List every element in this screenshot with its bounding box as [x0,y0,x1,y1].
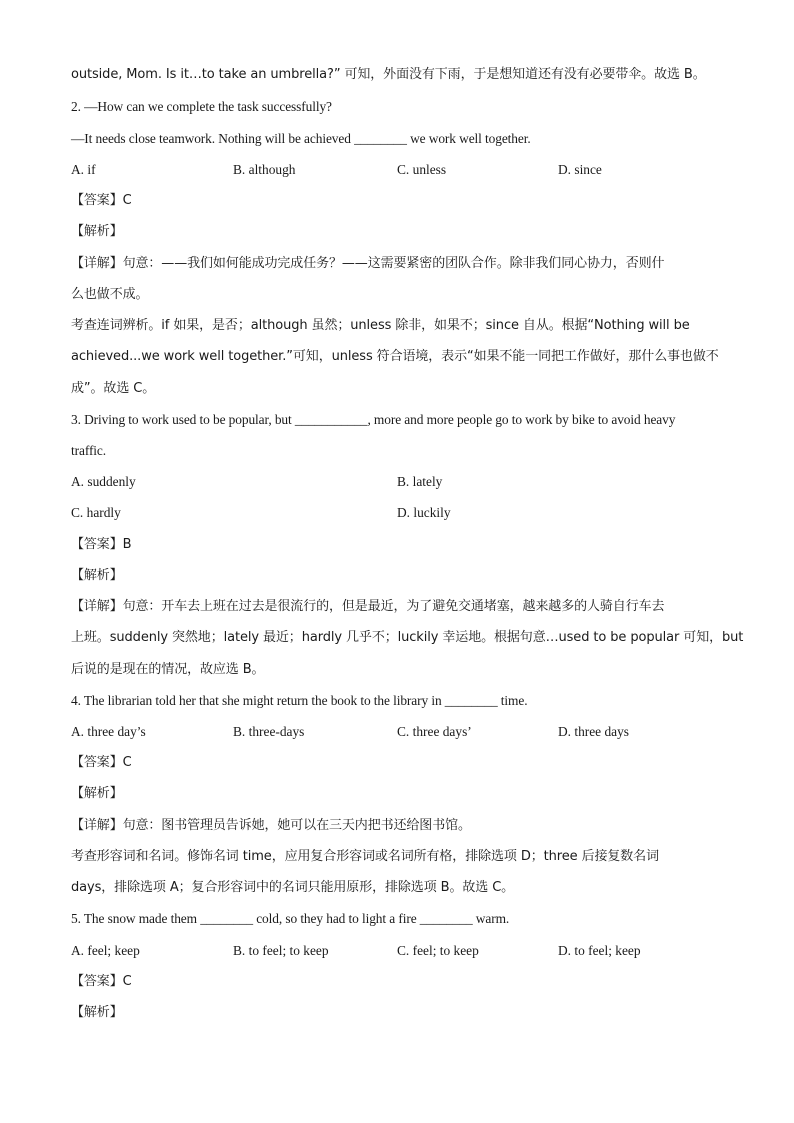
explanation-line: 【详解】句意：图书管理员告诉她，她可以在三天内把书还给图书馆。 [71,818,471,833]
option-a: A. suddenly [71,474,136,489]
explanation-line: days，排除选项 A；复合形容词中的名词只能用原形，排除选项 B。故选 C。 [71,880,515,895]
answer-label: 【答案】C [71,755,132,770]
option-a: A. feel; keep [71,943,140,958]
option-b: B. although [233,162,296,177]
answer-label: 【答案】B [71,537,132,552]
analysis-label: 【解析】 [71,786,123,801]
option-a: A. three day’s [71,724,146,739]
explanation-line: 么也做不成。 [71,287,149,302]
option-b: B. lately [397,474,443,489]
option-d: D. three days [558,724,630,739]
option-a: A. if [71,162,96,177]
answer-label: 【答案】C [71,193,132,208]
question-2: 2. —How can we complete the task successfully? [71,99,332,114]
question-5: 5. The snow made them ________ cold, so they had to light a fire ________ warm. [71,911,510,926]
explanation-line: 上班。suddenly 突然地；lately 最近；hardly 几乎不；luckily 幸运地。根据句意…used to be popular 可知，but [71,630,744,645]
explanation-line: 成”。故选 C。 [71,381,156,396]
option-b: B. to feel; to keep [233,943,329,958]
option-c: C. hardly [71,505,121,520]
explanation-line: 考查连词辨析。if 如果，是否；although 虽然；unless 除非，如果不；since 自从。根据“Nothing will be [71,318,690,333]
question-2-answer-line: —It needs close teamwork. Nothing will be achieved ________ we work well together. [71,131,531,146]
explanation-line: 【详解】句意：——我们如何能成功完成任务？——这需要紧密的团队合作。除非我们同心协力，否则什 [71,256,665,271]
question-4: 4. The librarian told her that she might return the book to the library in ________ time. [71,693,528,708]
option-d: D. luckily [397,505,451,520]
answer-label: 【答案】C [71,974,132,989]
option-c: C. three days’ [397,724,472,739]
question-3: 3. Driving to work used to be popular, but ___________, more and more people go to work by bike to avoid heavy [71,412,676,427]
option-b: B. three-days [233,724,305,739]
analysis-label: 【解析】 [71,1005,123,1020]
option-d: D. since [558,162,602,177]
explanation-line: 考查形容词和名词。修饰名词 time，应用复合形容词或名词所有格，排除选项 D；three 后接复数名词 [71,849,659,864]
option-c: C. feel; to keep [397,943,479,958]
explanation-line: 【详解】句意：开车去上班在过去是很流行的，但是最近，为了避免交通堵塞，越来越多的人骑自行车去 [71,599,665,614]
option-c: C. unless [397,162,447,177]
question-3-cont: traffic. [71,443,107,458]
analysis-label: 【解析】 [71,568,123,583]
explanation-line: 后说的是现在的情况，故应选 B。 [71,662,265,677]
analysis-label: 【解析】 [71,224,123,239]
explanation-line: achieved...we work well together.”可知，unless 符合语境，表示“如果不能一同把工作做好，那什么事也做不 [71,349,719,364]
option-d: D. to feel; keep [558,943,641,958]
text-line: outside, Mom. Is it…to take an umbrella?” 可知，外面没有下雨，于是想知道还有没有必要带伞。故选 B。 [71,67,706,82]
